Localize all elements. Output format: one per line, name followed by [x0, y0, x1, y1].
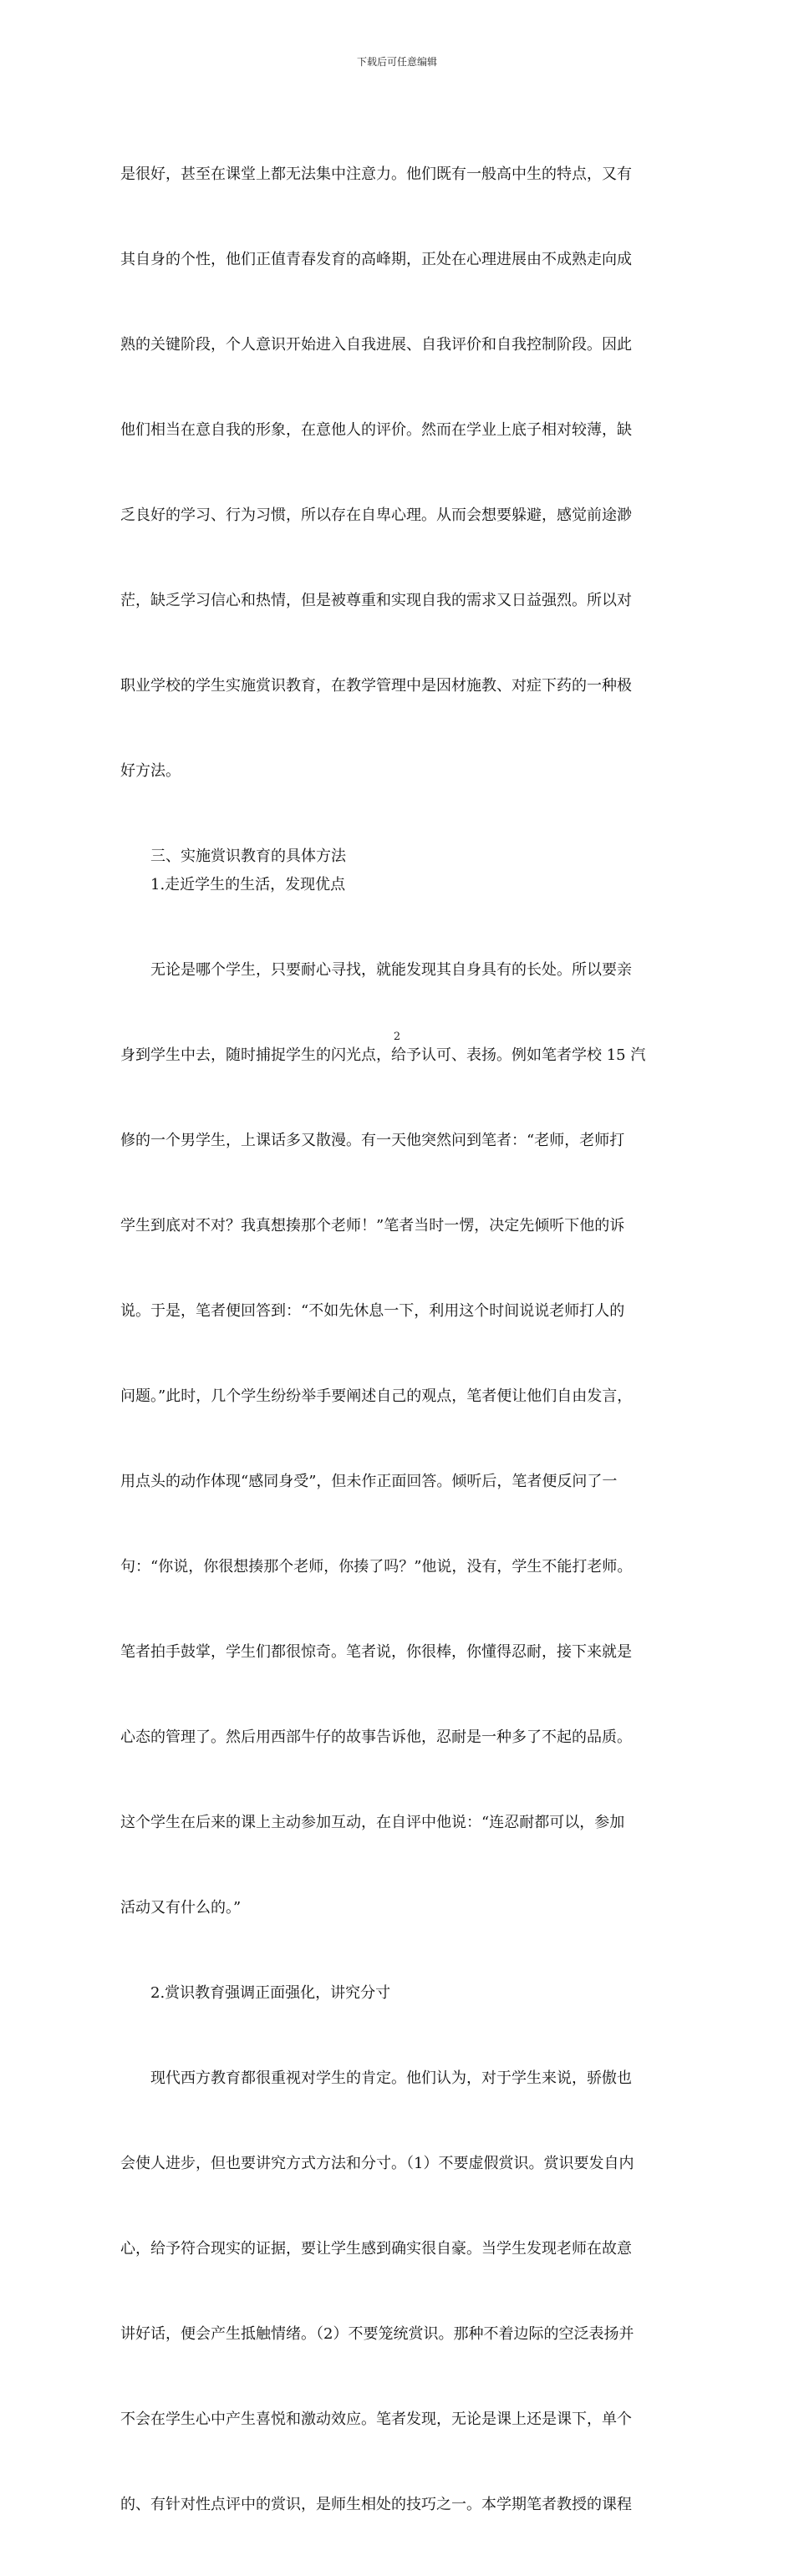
document-body: [120, 104, 679, 2576]
paragraph-2: [120, 899, 679, 1979]
text-line: 讲好话，便会产生抵触情绪。（2）不要笼统赏识。那种不着边际的空泛表扬并: [120, 2325, 634, 2343]
text-line: 学生到底对不对？我真想揍那个老师！”笔者当时一愣，决定先倾听下他的诉: [120, 1217, 625, 1235]
page-number: 2: [393, 1031, 401, 1043]
paragraph-1: [120, 104, 679, 843]
text-line: 是很好，甚至在课堂上都无法集中注意力。他们既有一般高中生的特点，又有: [120, 165, 632, 183]
text-line: 现代西方教育都很重视对学生的肯定。他们认为，对于学生来说，骄傲也: [150, 2069, 632, 2087]
text-line: 其自身的个性，他们正值青春发育的高峰期，正处在心理进展由不成熟走向成: [120, 251, 632, 268]
text-line: 身到学生中去，随时捕捉学生的闪光点，给予认可、表扬。例如笔者学校 15 汽: [120, 1046, 646, 1064]
section-heading: 三、实施赏识教育的具体方法: [150, 848, 346, 865]
text-line: 用点头的动作体现“感同身受”，但未作正面回答。倾听后，笔者便反问了一: [120, 1473, 618, 1490]
text-line: 他们相当在意自我的形象，在意他人的评价。然而在学业上底子相对较薄，缺: [120, 421, 632, 439]
text-line: 无论是哪个学生，只要耐心寻找，就能发现其自身具有的长处。所以要亲: [150, 961, 632, 979]
text-line: 会使人进步，但也要讲究方式方法和分寸。（1）不要虚假赏识。赏识要发自内: [120, 2155, 634, 2172]
text-line: 笔者拍手鼓掌，学生们都很惊奇。笔者说，你很棒，你懂得忍耐，接下来就是: [120, 1643, 632, 1661]
text-line: 心态的管理了。然后用西部牛仔的故事告诉他，忍耐是一种多了不起的品质。: [120, 1728, 632, 1746]
text-line: 修的一个男学生，上课话多又散漫。有一天他突然问到笔者：“老师，老师打: [120, 1132, 625, 1149]
text-line: 说。于是，笔者便回答到：“不如先休息一下，利用这个时间说说老师打人的: [120, 1302, 625, 1320]
text-line: 心，给予符合现实的证据，要让学生感到确实很自豪。当学生发现老师在故意: [120, 2240, 632, 2258]
paragraph-3: [120, 2008, 679, 2576]
text-line: 这个学生在后来的课上主动参加互动，在自评中他说：“连忍耐都可以，参加: [120, 1814, 625, 1831]
text-line: 句：“你说，你很想揍那个老师，你揍了吗？”他说，没有，学生不能打老师。: [120, 1558, 633, 1576]
text-line: 茫，缺乏学习信心和热情，但是被尊重和实现自我的需求又日益强烈。所以对: [120, 592, 632, 609]
text-line: 活动又有什么的。”: [120, 1899, 242, 1917]
text-line: 的、有针对性点评中的赏识，是师生相处的技巧之一。本学期笔者教授的课程: [120, 2496, 632, 2513]
subsection-heading-1: 1.走近学生的生活，发现优点: [150, 876, 346, 893]
text-line: 好方法。: [120, 762, 181, 780]
text-line: 问题。”此时，几个学生纷纷举手要阐述自己的观点，笔者便让他们自由发言，: [120, 1387, 633, 1405]
subsection-heading-2: 2.赏识教育强调正面强化，讲究分寸: [150, 1984, 391, 2002]
text-line: 熟的关键阶段，个人意识开始进入自我进展、自我评价和自我控制阶段。因此: [120, 336, 632, 354]
page-header: 下载后可任意编辑: [356, 56, 437, 68]
text-line: 不会在学生心中产生喜悦和激动效应。笔者发现，无论是课上还是课下，单个: [120, 2411, 632, 2428]
text-line: 乏良好的学习、行为习惯，所以存在自卑心理。从而会想要躲避，感觉前途渺: [120, 507, 632, 524]
text-line: 职业学校的学生实施赏识教育，在教学管理中是因材施教、对症下药的一种极: [120, 677, 632, 695]
